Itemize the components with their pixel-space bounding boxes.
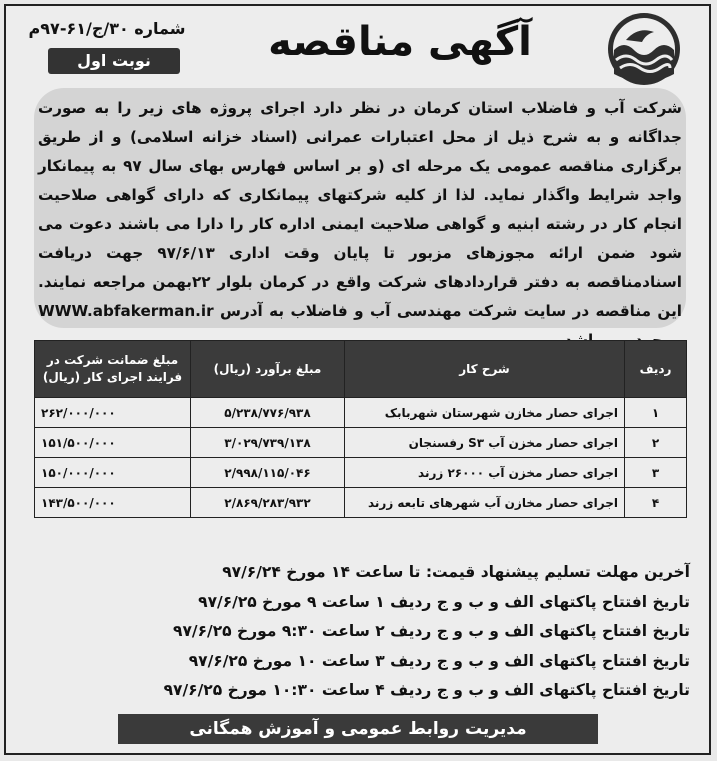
row-estimate: ۲/۹۹۸/۱۱۵/۰۴۶ xyxy=(191,458,345,488)
tender-table xyxy=(34,340,687,518)
header-row-number: ردیف xyxy=(625,341,687,398)
row-estimate: ۵/۲۳۸/۷۷۶/۹۳۸ xyxy=(191,398,345,428)
row-number: ۳ xyxy=(625,458,687,488)
table-row xyxy=(35,488,687,518)
header-estimate: مبلغ برآورد (ریال) xyxy=(191,341,345,398)
row-description: اجرای حصار مخازن آب شهرهای تابعه زرند xyxy=(345,488,625,518)
opening-line-row-4: تاریخ افتتاح پاکتهای الف و ب و ج ردیف ۴ ساعت ۱۰:۳۰ مورخ ۹۷/۶/۲۵ xyxy=(163,681,690,699)
notice-title: آگهی مناقصه xyxy=(268,19,532,65)
notice-round-badge: نوبت اول xyxy=(48,48,180,74)
table-row xyxy=(35,428,687,458)
row-description: اجرای حصار مخازن شهرستان شهربابک xyxy=(345,398,625,428)
row-estimate: ۳/۰۲۹/۷۳۹/۱۳۸ xyxy=(191,428,345,458)
water-wave-logo-icon xyxy=(596,10,692,88)
table-header-row xyxy=(35,341,687,398)
notice-number: شماره ۳۰/ج/۶۱-۹۷م xyxy=(28,19,186,38)
intro-text: شرکت آب و فاضلاب استان کرمان در نظر دارد اجرای پروژه های زیر را به صورت جداگانه و به شرح ذیل از محل اعتبارات عمرانی (اسناد خزانه اسلامی) و از طریق برگزاری مناقصه عمومی یک مرحله ای (و بر اساس فهارس بهای سال ۹۷ به پیمانکار واجد شرایط واگذار نماید. لذا از کلیه شرکتهای پیمانکاری که دارای گواهی صلاحیت انجام کار در رشته ابنیه و گواهی صلاحیت ایمنی اداره کار را دارا می باشند دعوت می شود ضمن ارائه مجوزهای مزبور تا پایان وقت اداری ۹۷/۶/۱۳ جهت دریافت اسنادمناقصه به دفتر قراردادهای شرکت واقع در کرمان بلوار ۲۲بهمن مراجعه نمایند. این مناقصه در سایت شرکت مهندسی آب و فاضلاب به آدرس xyxy=(38,99,683,320)
opening-line-row-1: تاریخ افتتاح پاکتهای الف و ب و ج ردیف ۱ ساعت ۹ مورخ ۹۷/۶/۲۵ xyxy=(198,592,690,611)
deadline-line: آخرین مهلت تسلیم پیشنهاد قیمت: تا ساعت ۱۴ مورخ ۹۷/۶/۲۴ xyxy=(222,563,690,581)
intro-paragraph xyxy=(38,94,682,328)
schedule-list xyxy=(30,558,690,708)
table-row xyxy=(35,398,687,428)
opening-line-row-3: تاریخ افتتاح پاکتهای الف و ب و ج ردیف ۳ ساعت ۱۰ مورخ ۹۷/۶/۲۵ xyxy=(188,651,690,670)
row-number: ۴ xyxy=(625,488,687,518)
table-row xyxy=(35,458,687,488)
row-number: ۲ xyxy=(625,428,687,458)
row-number: ۱ xyxy=(625,398,687,428)
header-description: شرح کار xyxy=(345,341,625,398)
row-description: اجرای حصار مخزن آب S۳ رفسنجان xyxy=(345,428,625,458)
row-guarantee: ۱۵۱/۵۰۰/۰۰۰ xyxy=(35,428,191,458)
footer-banner: مدیریت روابط عمومی و آموزش همگانی xyxy=(118,714,598,744)
row-estimate: ۲/۸۶۹/۲۸۳/۹۳۲ xyxy=(191,488,345,518)
row-guarantee: ۱۵۰/۰۰۰/۰۰۰ xyxy=(35,458,191,488)
header-guarantee: مبلغ ضمانت شرکت در فرایند اجرای کار (ریال) xyxy=(35,341,191,398)
row-guarantee: ۲۶۲/۰۰۰/۰۰۰ xyxy=(35,398,191,428)
notice-header xyxy=(0,0,717,88)
opening-line-row-2: تاریخ افتتاح پاکتهای الف و ب و ج ردیف ۲ ساعت ۹:۳۰ مورخ ۹۷/۶/۲۵ xyxy=(173,622,690,640)
row-description: اجرای حصار مخزن آب ۲۶۰۰۰ زرند xyxy=(345,458,625,488)
website-link[interactable]: WWW.abfakerman.ir xyxy=(38,302,214,320)
row-guarantee: ۱۴۳/۵۰۰/۰۰۰ xyxy=(35,488,191,518)
